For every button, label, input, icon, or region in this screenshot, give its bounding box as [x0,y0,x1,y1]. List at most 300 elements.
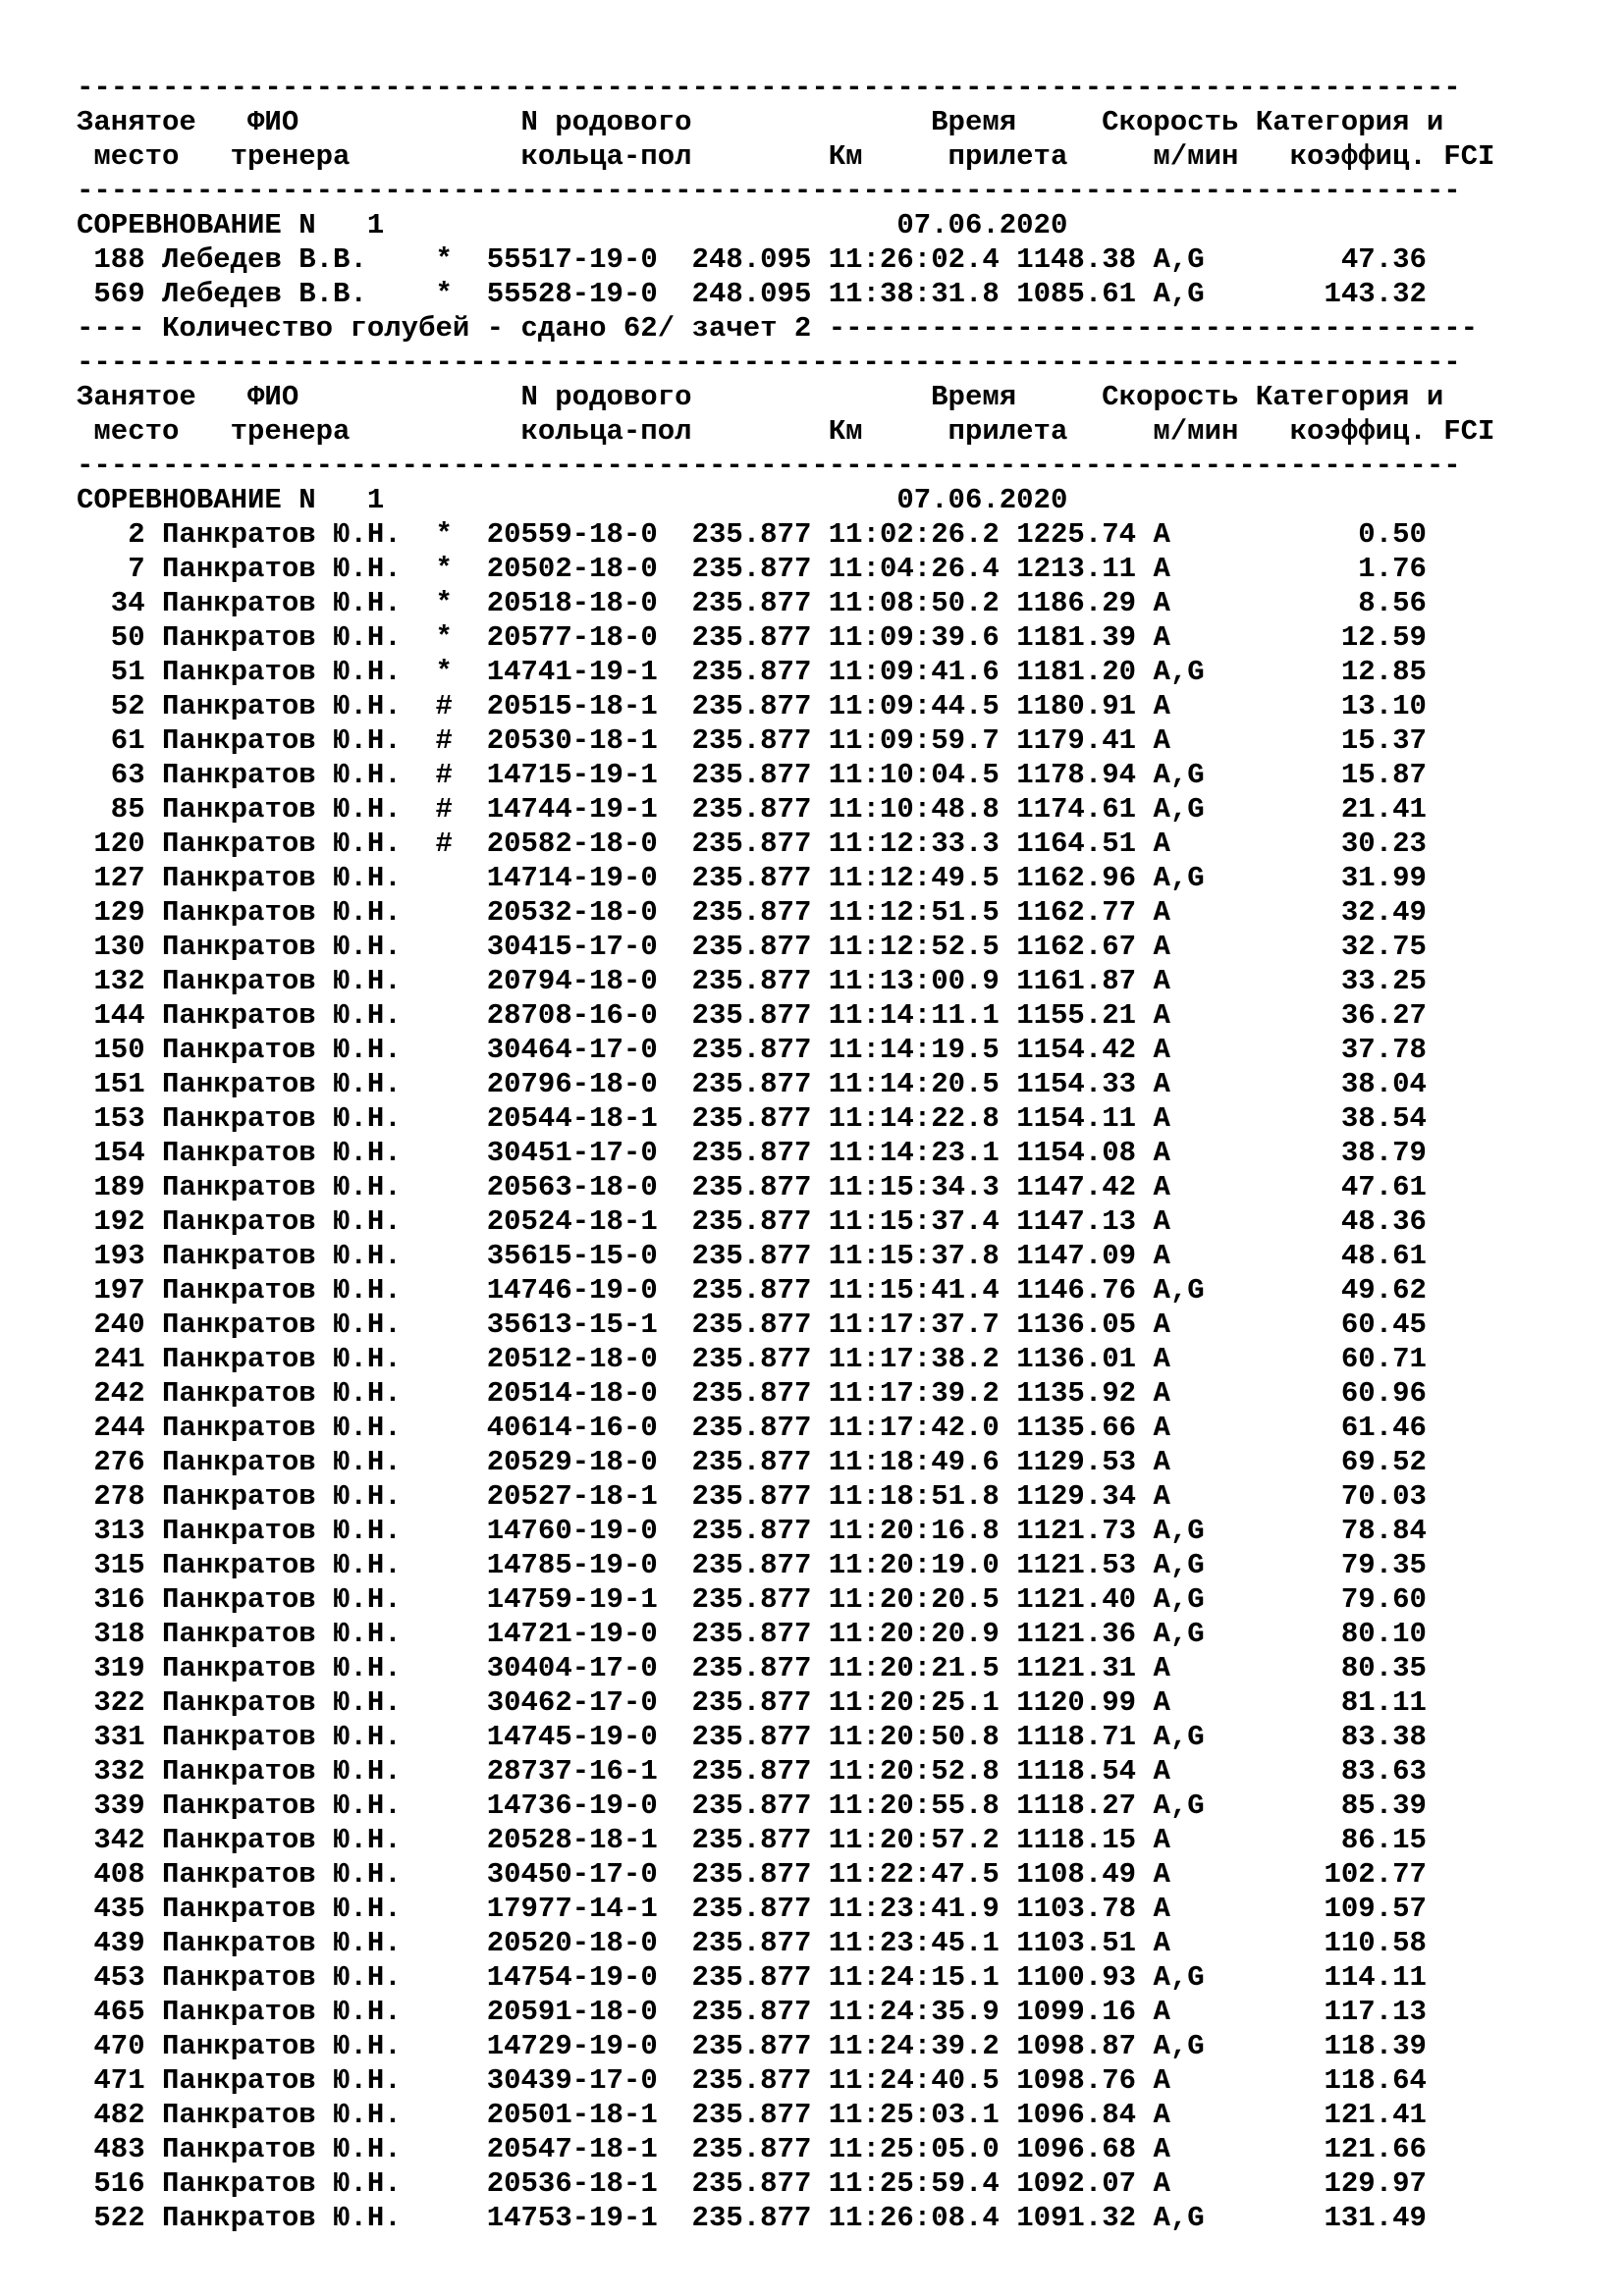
table-row [77,1892,1494,1926]
mark-cell [435,1412,452,1444]
time-cell: 11:12:51.5 [828,896,1000,929]
trainer-cell: Панкратов Ю.Н. [162,2133,402,2165]
fci-cell: 118.64 [1221,2064,1427,2097]
time-cell: 11:24:40.5 [828,2064,1000,2097]
speed-cell: 1129.53 [1016,1446,1137,1478]
mark-cell [435,2064,452,2097]
ring-cell: 20515-18-1 [486,690,658,722]
table-row [77,1617,1494,1651]
ring-cell: 30439-17-0 [486,2064,658,2097]
category-cell: A [1153,2099,1205,2131]
table-row [77,2201,1494,2235]
table-row [77,895,1494,930]
speed-cell: 1147.42 [1016,1171,1137,1203]
speed-cell: 1096.68 [1016,2133,1137,2165]
km-cell: 248.095 [691,243,812,276]
trainer-cell: Панкратов Ю.Н. [162,1893,402,1925]
table-row [77,1926,1494,1960]
mark-cell [435,1343,452,1375]
category-cell: A [1153,896,1205,929]
ring-cell: 20559-18-0 [486,518,658,551]
fci-cell: 36.27 [1221,999,1427,1032]
fci-cell: 15.37 [1221,724,1427,757]
category-cell: A,G [1153,656,1205,688]
category-cell: A [1153,828,1205,860]
category-cell: A [1153,1893,1205,1925]
trainer-cell: Панкратов Ю.Н. [162,1377,402,1410]
time-cell: 11:17:42.0 [828,1412,1000,1444]
ring-cell: 14736-19-0 [486,1789,658,1822]
category-cell: A [1153,1240,1205,1272]
mark-cell [435,1549,452,1581]
mark-cell [435,1721,452,1753]
fci-cell: 47.61 [1221,1171,1427,1203]
place-cell: 516 [77,2167,145,2200]
mark-cell [435,1068,452,1100]
km-cell: 235.877 [691,2202,812,2234]
time-cell: 11:24:39.2 [828,2030,1000,2062]
place-cell: 483 [77,2133,145,2165]
mark-cell [435,1515,452,1547]
speed-cell: 1121.53 [1016,1549,1137,1581]
trainer-cell: Панкратов Ю.Н. [162,1102,402,1135]
fci-cell: 8.56 [1221,587,1427,619]
table-row [77,2132,1494,2166]
category-cell: A [1153,587,1205,619]
trainer-cell: Лебедев В.В. [162,243,402,276]
place-cell: 63 [77,759,145,791]
time-cell: 11:38:31.8 [828,278,1000,310]
km-cell: 235.877 [691,553,812,585]
km-cell: 235.877 [691,1102,812,1135]
time-cell: 11:14:23.1 [828,1137,1000,1169]
table-row [77,620,1494,655]
category-cell: A,G [1153,1721,1205,1753]
speed-cell: 1085.61 [1016,278,1137,310]
table-row [77,655,1494,689]
mark-cell [435,1583,452,1616]
time-cell: 11:17:39.2 [828,1377,1000,1410]
table-row [77,1685,1494,1720]
category-cell: A [1153,999,1205,1032]
header-line-2: место тренера кольца-пол Км прилета м/мин коэффиц. FCI [77,140,1495,173]
km-cell: 235.877 [691,793,812,826]
speed-cell: 1091.32 [1016,2202,1137,2234]
mark-cell [435,1755,452,1788]
fci-cell: 60.45 [1221,1308,1427,1341]
km-cell: 235.877 [691,2099,812,2131]
category-cell: A,G [1153,1515,1205,1547]
mark-cell: # [435,759,453,791]
trainer-cell: Панкратов Ю.Н. [162,1205,402,1238]
fci-cell: 143.32 [1221,278,1427,310]
trainer-cell: Панкратов Ю.Н. [162,2202,402,2234]
time-cell: 11:22:47.5 [828,1858,1000,1891]
trainer-cell: Панкратов Ю.Н. [162,896,402,929]
speed-cell: 1092.07 [1016,2167,1137,2200]
place-cell: 278 [77,1480,145,1513]
mark-cell [435,999,452,1032]
speed-cell: 1154.42 [1016,1034,1137,1066]
mark-cell: # [435,724,453,757]
speed-cell: 1103.51 [1016,1927,1137,1959]
category-cell: A,G [1153,1789,1205,1822]
fci-cell: 32.49 [1221,896,1427,929]
table-row [77,1308,1494,1342]
time-cell: 11:10:48.8 [828,793,1000,826]
fci-cell: 47.36 [1221,243,1427,276]
category-cell: A [1153,1446,1205,1478]
speed-cell: 1174.61 [1016,793,1137,826]
mark-cell [435,931,452,963]
table-row [77,1754,1494,1789]
speed-cell: 1098.76 [1016,2064,1137,2097]
km-cell: 235.877 [691,1652,812,1684]
trainer-cell: Панкратов Ю.Н. [162,1480,402,1513]
speed-cell: 1121.73 [1016,1515,1137,1547]
place-cell: 342 [77,1824,145,1856]
time-cell: 11:20:20.9 [828,1618,1000,1650]
trainer-cell: Панкратов Ю.Н. [162,724,402,757]
category-cell: A,G [1153,278,1205,310]
km-cell: 235.877 [691,862,812,894]
ring-cell: 20796-18-0 [486,1068,658,1100]
time-cell: 11:20:50.8 [828,1721,1000,1753]
ring-cell: 14760-19-0 [486,1515,658,1547]
km-cell: 235.877 [691,1171,812,1203]
trainer-cell: Панкратов Ю.Н. [162,1927,402,1959]
category-cell: A [1153,518,1205,551]
fci-cell: 38.79 [1221,1137,1427,1169]
time-cell: 11:26:02.4 [828,243,1000,276]
fci-cell: 15.87 [1221,759,1427,791]
ring-cell: 14754-19-0 [486,1961,658,1994]
time-cell: 11:09:39.6 [828,621,1000,654]
fci-cell: 33.25 [1221,965,1427,997]
fci-cell: 70.03 [1221,1480,1427,1513]
ring-cell: 20577-18-0 [486,621,658,654]
place-cell: 522 [77,2202,145,2234]
place-cell: 439 [77,1927,145,1959]
km-cell: 235.877 [691,965,812,997]
km-cell: 235.877 [691,587,812,619]
ring-cell: 40614-16-0 [486,1412,658,1444]
speed-cell: 1121.36 [1016,1618,1137,1650]
time-cell: 11:04:26.4 [828,553,1000,585]
mark-cell [435,1308,452,1341]
fci-cell: 131.49 [1221,2202,1427,2234]
ring-cell: 20530-18-1 [486,724,658,757]
place-cell: 192 [77,1205,145,1238]
category-cell: A,G [1153,793,1205,826]
table-row [77,1445,1494,1479]
place-cell: 569 [77,278,145,310]
speed-cell: 1103.78 [1016,1893,1137,1925]
km-cell: 235.877 [691,1240,812,1272]
speed-cell: 1155.21 [1016,999,1137,1032]
category-cell: A,G [1153,1274,1205,1307]
time-cell: 11:17:38.2 [828,1343,1000,1375]
fci-cell: 79.60 [1221,1583,1427,1616]
fci-cell: 12.85 [1221,656,1427,688]
km-cell: 235.877 [691,1927,812,1959]
speed-cell: 1147.13 [1016,1205,1137,1238]
fci-cell: 110.58 [1221,1927,1427,1959]
mark-cell [435,1480,452,1513]
time-cell: 11:17:37.7 [828,1308,1000,1341]
time-cell: 11:09:59.7 [828,724,1000,757]
ring-cell: 17977-14-1 [486,1893,658,1925]
ring-cell: 30451-17-0 [486,1137,658,1169]
section-title: СОРЕВНОВАНИЕ N 1 07.06.2020 [77,484,1068,516]
ring-cell: 20544-18-1 [486,1102,658,1135]
ring-cell: 55517-19-0 [486,243,658,276]
time-cell: 11:12:33.3 [828,828,1000,860]
mark-cell [435,1893,452,1925]
category-cell: A,G [1153,759,1205,791]
category-cell: A [1153,1996,1205,2028]
fci-cell: 80.35 [1221,1652,1427,1684]
km-cell: 235.877 [691,1480,812,1513]
table-row [77,2029,1494,2063]
table-row [77,1960,1494,1995]
category-cell: A [1153,1652,1205,1684]
trainer-cell: Панкратов Ю.Н. [162,828,402,860]
speed-cell: 1186.29 [1016,587,1137,619]
fci-cell: 114.11 [1221,1961,1427,1994]
divider-line: --------------------------------------------------------------------------------- [77,72,1461,104]
mark-cell: * [435,587,453,619]
ring-cell: 20524-18-1 [486,1205,658,1238]
trainer-cell: Панкратов Ю.Н. [162,2099,402,2131]
km-cell: 235.877 [691,1205,812,1238]
time-cell: 11:20:25.1 [828,1686,1000,1719]
trainer-cell: Панкратов Ю.Н. [162,1583,402,1616]
mark-cell [435,2133,452,2165]
results-report [77,71,1494,2235]
category-cell: A [1153,1034,1205,1066]
trainer-cell: Панкратов Ю.Н. [162,1618,402,1650]
time-cell: 11:18:51.8 [828,1480,1000,1513]
header-line-2: место тренера кольца-пол Км прилета м/мин коэффиц. FCI [77,415,1495,448]
fci-cell: 118.39 [1221,2030,1427,2062]
mark-cell [435,1240,452,1272]
place-cell: 331 [77,1721,145,1753]
table-row [77,1514,1494,1548]
time-cell: 11:20:57.2 [828,1824,1000,1856]
km-cell: 235.877 [691,2030,812,2062]
time-cell: 11:25:59.4 [828,2167,1000,2200]
ring-cell: 20527-18-1 [486,1480,658,1513]
table-row [77,1548,1494,1582]
place-cell: 276 [77,1446,145,1478]
fci-cell: 85.39 [1221,1789,1427,1822]
table-row [77,758,1494,792]
mark-cell [435,2099,452,2131]
fci-cell: 86.15 [1221,1824,1427,1856]
trainer-cell: Панкратов Ю.Н. [162,1343,402,1375]
category-cell: A [1153,1343,1205,1375]
speed-cell: 1136.01 [1016,1343,1137,1375]
section-title: СОРЕВНОВАНИЕ N 1 07.06.2020 [77,209,1068,241]
ring-cell: 20536-18-1 [486,2167,658,2200]
fci-cell: 38.04 [1221,1068,1427,1100]
fci-cell: 60.96 [1221,1377,1427,1410]
mark-cell [435,1618,452,1650]
fci-cell: 21.41 [1221,793,1427,826]
mark-cell [435,1205,452,1238]
fci-cell: 129.97 [1221,2167,1427,2200]
place-cell: 339 [77,1789,145,1822]
place-cell: 322 [77,1686,145,1719]
time-cell: 11:25:03.1 [828,2099,1000,2131]
time-cell: 11:14:20.5 [828,1068,1000,1100]
trainer-cell: Панкратов Ю.Н. [162,1446,402,1478]
fci-cell: 109.57 [1221,1893,1427,1925]
km-cell: 235.877 [691,2064,812,2097]
speed-cell: 1180.91 [1016,690,1137,722]
category-cell: A,G [1153,2202,1205,2234]
trainer-cell: Панкратов Ю.Н. [162,1274,402,1307]
time-cell: 11:15:41.4 [828,1274,1000,1307]
trainer-cell: Панкратов Ю.Н. [162,1034,402,1066]
km-cell: 235.877 [691,1412,812,1444]
mark-cell [435,1274,452,1307]
trainer-cell: Панкратов Ю.Н. [162,1652,402,1684]
time-cell: 11:10:04.5 [828,759,1000,791]
km-cell: 235.877 [691,1721,812,1753]
speed-cell: 1154.08 [1016,1137,1137,1169]
category-cell: A [1153,1858,1205,1891]
mark-cell [435,862,452,894]
km-cell: 235.877 [691,931,812,963]
category-cell: A,G [1153,862,1205,894]
ring-cell: 28737-16-1 [486,1755,658,1788]
mark-cell [435,1961,452,1994]
category-cell: A [1153,1686,1205,1719]
speed-cell: 1178.94 [1016,759,1137,791]
table-row [77,1823,1494,1857]
table-row [77,1136,1494,1170]
km-cell: 235.877 [691,1515,812,1547]
km-cell: 235.877 [691,1789,812,1822]
mark-cell: # [435,828,453,860]
time-cell: 11:26:08.4 [828,2202,1000,2234]
category-cell: A [1153,1137,1205,1169]
place-cell: 130 [77,931,145,963]
place-cell: 471 [77,2064,145,2097]
trainer-cell: Панкратов Ю.Н. [162,518,402,551]
fci-cell: 83.63 [1221,1755,1427,1788]
time-cell: 11:09:44.5 [828,690,1000,722]
speed-cell: 1121.40 [1016,1583,1137,1616]
mark-cell: * [435,278,453,310]
table-row [77,517,1494,552]
fci-cell: 0.50 [1221,518,1427,551]
ring-cell: 20502-18-0 [486,553,658,585]
mark-cell [435,2030,452,2062]
time-cell: 11:15:37.8 [828,1240,1000,1272]
trainer-cell: Панкратов Ю.Н. [162,793,402,826]
ring-cell: 20518-18-0 [486,587,658,619]
time-cell: 11:18:49.6 [828,1446,1000,1478]
ring-cell: 35613-15-1 [486,1308,658,1341]
place-cell: 408 [77,1858,145,1891]
category-cell: A [1153,2133,1205,2165]
trainer-cell: Панкратов Ю.Н. [162,1755,402,1788]
fci-cell: 121.66 [1221,2133,1427,2165]
place-cell: 242 [77,1377,145,1410]
mark-cell [435,1137,452,1169]
table-row [77,1342,1494,1376]
summary-line: ---- Количество голубей - сдано 62/ зачет 2 -------------------------------------- [77,312,1479,345]
trainer-cell: Панкратов Ю.Н. [162,1412,402,1444]
table-row [77,242,1494,277]
mark-cell [435,1377,452,1410]
place-cell: 7 [77,553,145,585]
table-row [77,1204,1494,1239]
table-row [77,1170,1494,1204]
time-cell: 11:23:41.9 [828,1893,1000,1925]
mark-cell [435,1171,452,1203]
fci-cell: 78.84 [1221,1515,1427,1547]
trainer-cell: Панкратов Ю.Н. [162,1308,402,1341]
place-cell: 2 [77,518,145,551]
place-cell: 120 [77,828,145,860]
place-cell: 52 [77,690,145,722]
place-cell: 50 [77,621,145,654]
place-cell: 34 [77,587,145,619]
mark-cell: # [435,793,453,826]
category-cell: A [1153,1205,1205,1238]
ring-cell: 35615-15-0 [486,1240,658,1272]
fci-cell: 79.35 [1221,1549,1427,1581]
category-cell: A [1153,724,1205,757]
time-cell: 11:24:15.1 [828,1961,1000,1994]
place-cell: 127 [77,862,145,894]
ring-cell: 14759-19-1 [486,1583,658,1616]
category-cell: A [1153,2167,1205,2200]
category-cell: A,G [1153,1583,1205,1616]
place-cell: 319 [77,1652,145,1684]
trainer-cell: Панкратов Ю.Н. [162,1789,402,1822]
divider-line: --------------------------------------------------------------------------------- [77,347,1461,379]
time-cell: 11:23:45.1 [828,1927,1000,1959]
fci-cell: 13.10 [1221,690,1427,722]
km-cell: 235.877 [691,2133,812,2165]
ring-cell: 30464-17-0 [486,1034,658,1066]
place-cell: 453 [77,1961,145,1994]
km-cell: 235.877 [691,828,812,860]
trainer-cell: Панкратов Ю.Н. [162,1961,402,1994]
table-row [77,1651,1494,1685]
place-cell: 244 [77,1412,145,1444]
table-row [77,277,1494,311]
speed-cell: 1098.87 [1016,2030,1137,2062]
mark-cell [435,965,452,997]
ring-cell: 30404-17-0 [486,1652,658,1684]
time-cell: 11:12:52.5 [828,931,1000,963]
place-cell: 61 [77,724,145,757]
table-row [77,2166,1494,2201]
trainer-cell: Панкратов Ю.Н. [162,656,402,688]
speed-cell: 1161.87 [1016,965,1137,997]
fci-cell: 60.71 [1221,1343,1427,1375]
fci-cell: 32.75 [1221,931,1427,963]
mark-cell [435,2202,452,2234]
fci-cell: 81.11 [1221,1686,1427,1719]
table-row [77,2063,1494,2098]
